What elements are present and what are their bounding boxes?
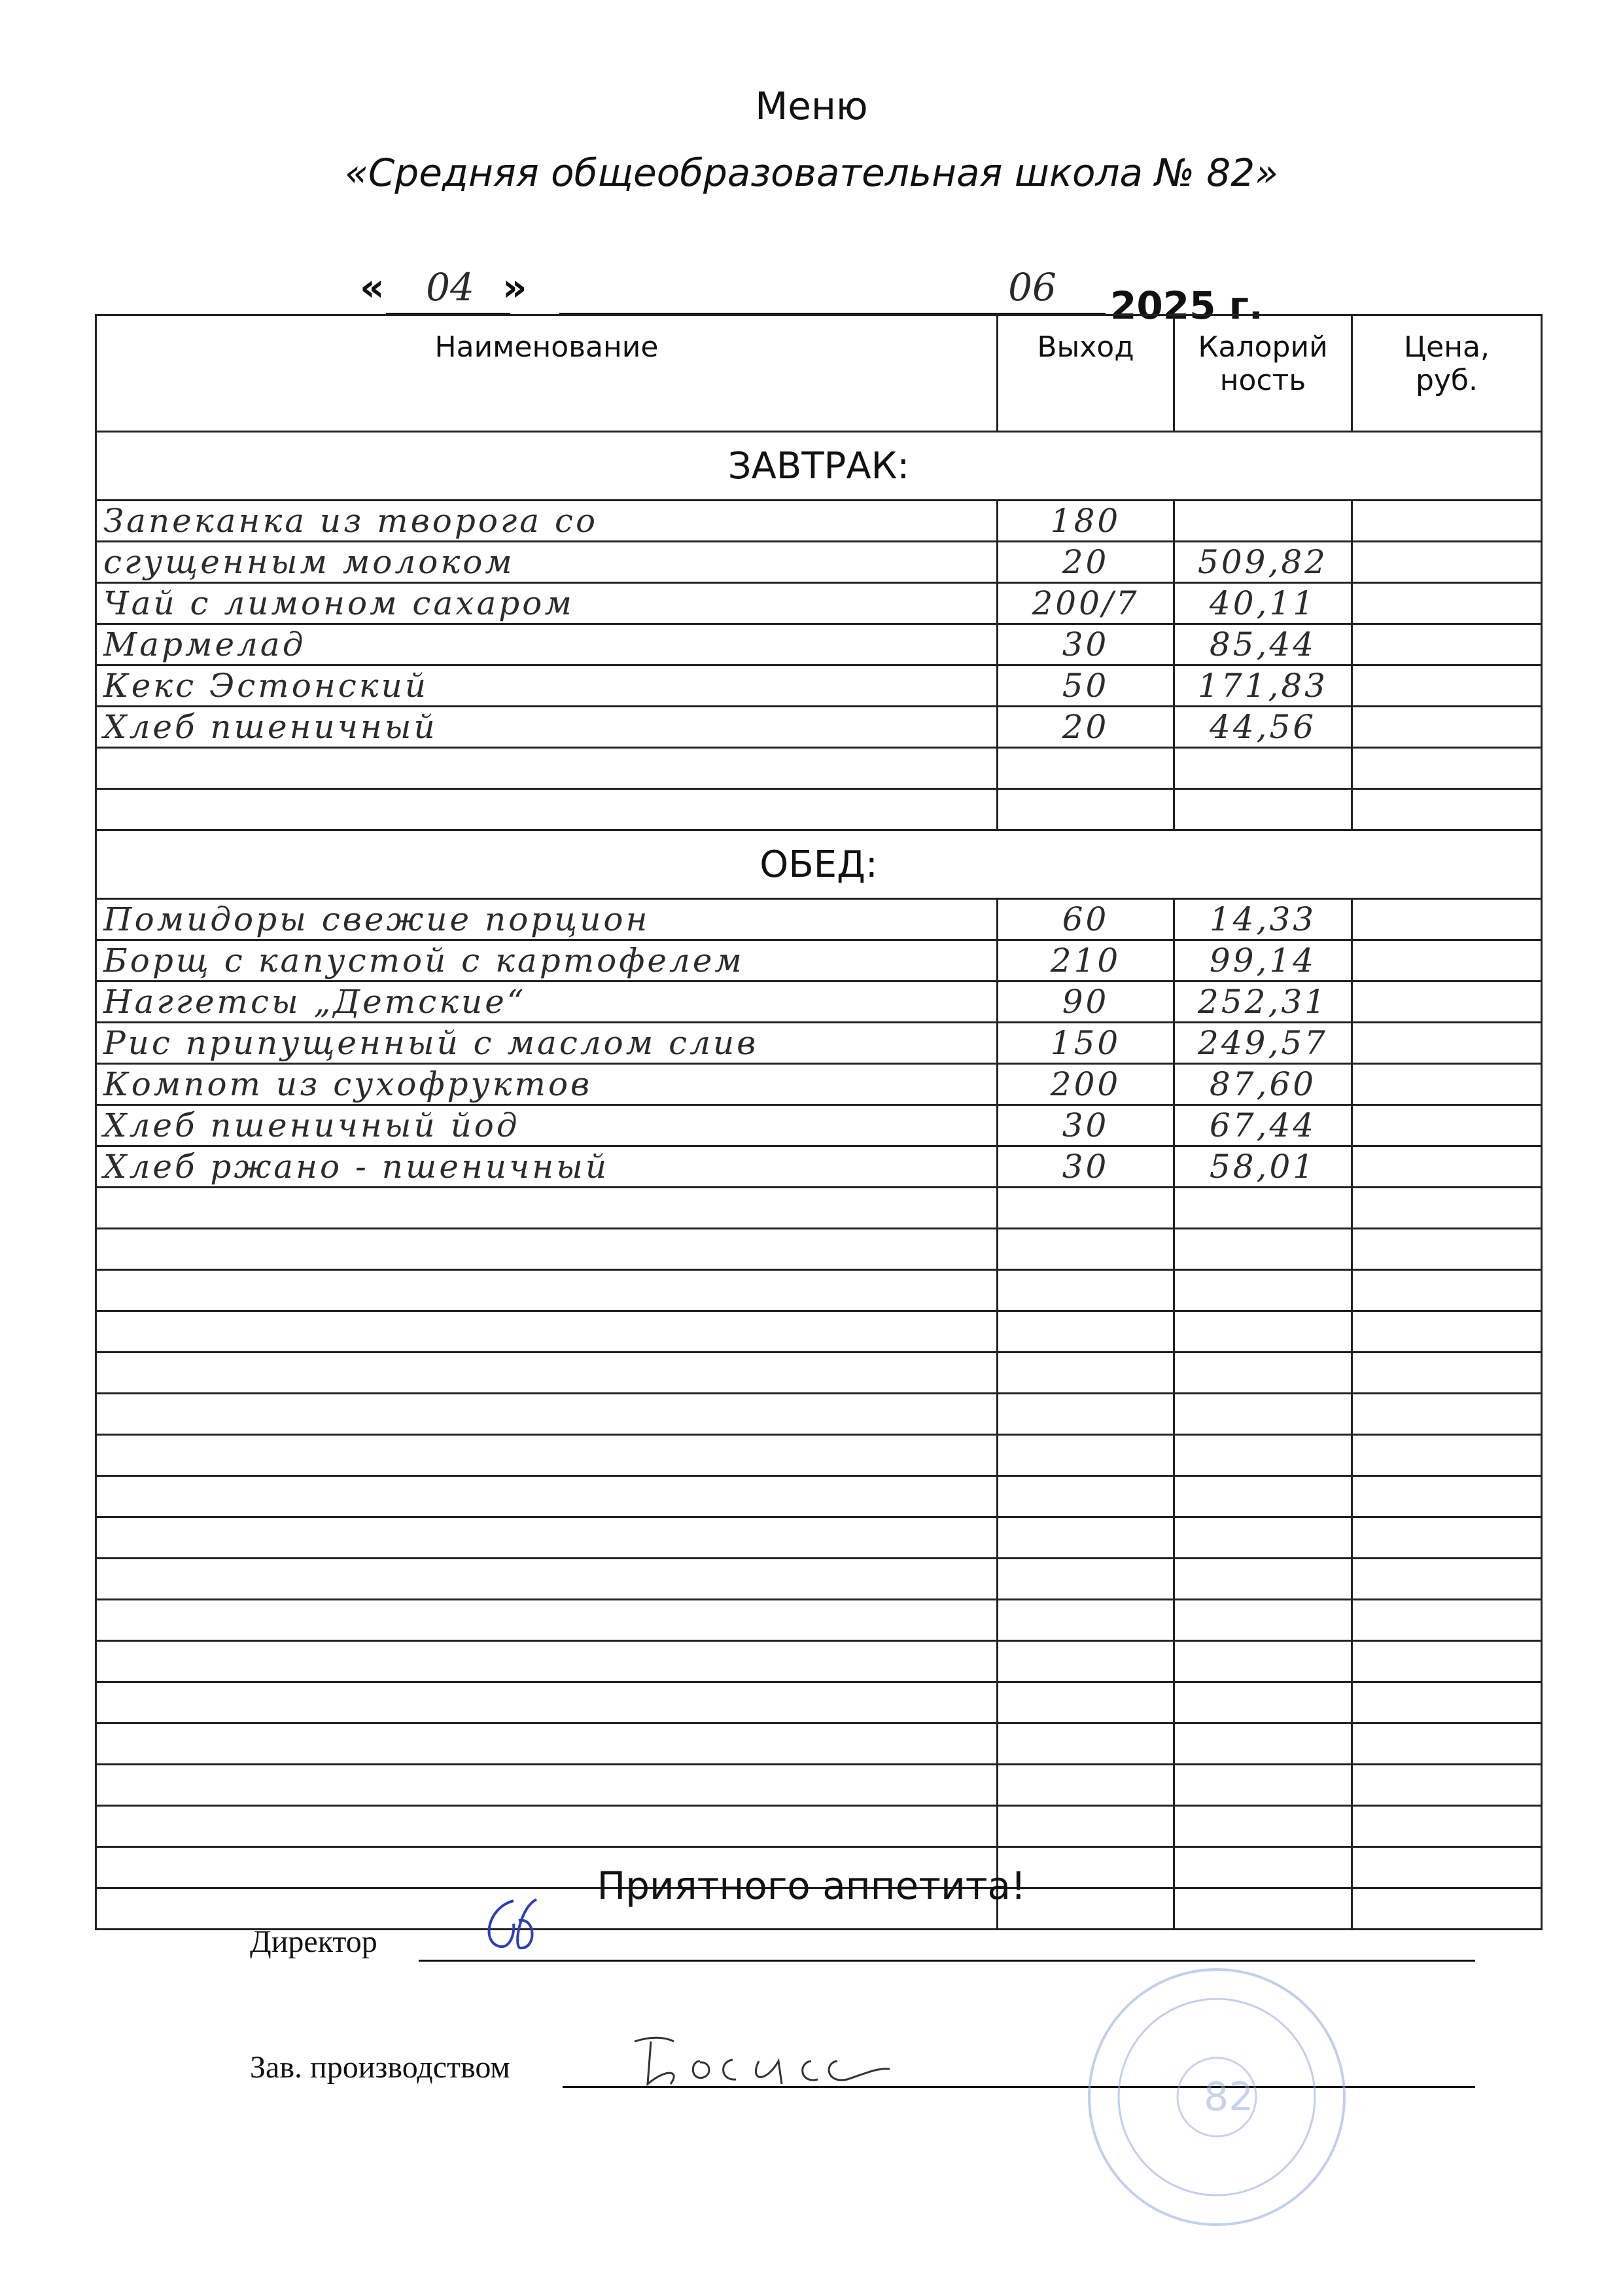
col-header-price: Цена, руб. [1352, 315, 1542, 432]
cell-name [96, 1600, 998, 1641]
table-row [96, 1311, 1542, 1352]
cell-name: Хлеб ржано - пшеничный [96, 1146, 998, 1188]
table-row [96, 1270, 1542, 1311]
director-signature [474, 1894, 546, 1960]
cell-name [96, 1229, 998, 1270]
table-row [96, 1559, 1542, 1600]
table-row [96, 1435, 1542, 1476]
cell-calories [1174, 1270, 1352, 1311]
cell-name [96, 1517, 998, 1559]
cell-price [1352, 789, 1542, 830]
table-row [96, 1476, 1542, 1517]
cell-name: Борщ с капустой с картофелем [96, 940, 998, 981]
cell-calories: 85,44 [1174, 624, 1352, 665]
cell-output: 150 [998, 1023, 1174, 1064]
cell-calories: 44,56 [1174, 707, 1352, 748]
cell-name [96, 1352, 998, 1394]
cell-price [1352, 748, 1542, 789]
cell-price [1352, 1517, 1542, 1559]
cell-output [998, 1476, 1174, 1517]
table-row [96, 665, 1542, 707]
cell-calories: 67,44 [1174, 1105, 1352, 1146]
cell-name [96, 1476, 998, 1517]
cell-price [1352, 1311, 1542, 1352]
cell-name [96, 1188, 998, 1229]
cell-name: Наггетсы „Детские“ [96, 981, 998, 1023]
cell-price [1352, 1270, 1542, 1311]
date-open-quote: « [360, 265, 385, 309]
cell-price [1352, 1146, 1542, 1188]
cell-name [96, 1394, 998, 1435]
cell-price [1352, 542, 1542, 583]
section-title: ЗАВТРАК: [96, 432, 1542, 501]
table-row [96, 1723, 1542, 1765]
cell-name [96, 1765, 998, 1806]
cell-output [998, 1641, 1174, 1682]
cell-output [998, 1765, 1174, 1806]
cell-name [96, 789, 998, 830]
cell-price [1352, 1600, 1542, 1641]
cell-price [1352, 1394, 1542, 1435]
cell-name: Хлеб пшеничный йод [96, 1105, 998, 1146]
cell-price [1352, 1806, 1542, 1847]
date-day: 04 [426, 265, 474, 309]
table-row [96, 1229, 1542, 1270]
cell-calories [1174, 1806, 1352, 1847]
cell-name [96, 1311, 998, 1352]
cell-calories [1174, 1641, 1352, 1682]
cell-price [1352, 1476, 1542, 1517]
cell-output [998, 1559, 1174, 1600]
table-row [96, 1641, 1542, 1682]
col-header-output: Выход [998, 315, 1174, 432]
cell-calories [1174, 1352, 1352, 1394]
cell-calories: 249,57 [1174, 1023, 1352, 1064]
cell-name [96, 1682, 998, 1723]
table-row [96, 1394, 1542, 1435]
cell-name: Мармелад [96, 624, 998, 665]
cell-price [1352, 1352, 1542, 1394]
cell-calories [1174, 1435, 1352, 1476]
cell-price [1352, 1641, 1542, 1682]
cell-price [1352, 583, 1542, 624]
cell-output: 30 [998, 1105, 1174, 1146]
table-row [96, 1023, 1542, 1064]
cell-output: 90 [998, 981, 1174, 1023]
cell-calories: 87,60 [1174, 1064, 1352, 1105]
cell-calories [1174, 1517, 1352, 1559]
cell-calories: 58,01 [1174, 1146, 1352, 1188]
table-row [96, 1600, 1542, 1641]
col-header-name: Наименование [96, 315, 998, 432]
section-row [96, 830, 1542, 899]
cell-calories [1174, 1723, 1352, 1765]
cell-price [1352, 1682, 1542, 1723]
cell-name [96, 1723, 998, 1765]
cell-price [1352, 981, 1542, 1023]
cell-name: Запеканка из творога со [96, 501, 998, 542]
cell-price [1352, 899, 1542, 940]
cell-calories [1174, 1765, 1352, 1806]
cell-name [96, 1641, 998, 1682]
table-row [96, 1806, 1542, 1847]
date-month: 06 [1008, 265, 1056, 309]
cell-name: Кекс Эстонский [96, 665, 998, 707]
cell-output: 20 [998, 542, 1174, 583]
table-row [96, 1352, 1542, 1394]
cell-price [1352, 940, 1542, 981]
cell-calories [1174, 1559, 1352, 1600]
production-label: Зав. производством [250, 2050, 510, 2085]
footer-wish: Приятного аппетита! [597, 1863, 1026, 1908]
table-header-row [96, 315, 1542, 432]
table-row [96, 1105, 1542, 1146]
cell-price [1352, 1023, 1542, 1064]
cell-calories [1174, 501, 1352, 542]
cell-output: 20 [998, 707, 1174, 748]
cell-price [1352, 1105, 1542, 1146]
cell-output [998, 1311, 1174, 1352]
cell-output: 50 [998, 665, 1174, 707]
page-title: Меню [755, 84, 868, 128]
cell-price [1352, 1064, 1542, 1105]
cell-output: 60 [998, 899, 1174, 940]
cell-name [96, 1559, 998, 1600]
cell-price [1352, 665, 1542, 707]
table-row [96, 542, 1542, 583]
cell-name [96, 1435, 998, 1476]
cell-name: Чай с лимоном сахаром [96, 583, 998, 624]
cell-price [1352, 1723, 1542, 1765]
cell-calories: 99,14 [1174, 940, 1352, 981]
cell-output [998, 1435, 1174, 1476]
table-row [96, 1188, 1542, 1229]
cell-calories: 14,33 [1174, 899, 1352, 940]
cell-price [1352, 1435, 1542, 1476]
section-title: ОБЕД: [96, 830, 1542, 899]
cell-name [96, 748, 998, 789]
cell-price [1352, 707, 1542, 748]
menu-table [95, 314, 1543, 1930]
svg-text:82: 82 [1204, 2074, 1254, 2120]
cell-calories: 252,31 [1174, 981, 1352, 1023]
section-row [96, 432, 1542, 501]
cell-output: 30 [998, 1146, 1174, 1188]
cell-output [998, 1723, 1174, 1765]
cell-output [998, 1806, 1174, 1847]
table-row [96, 624, 1542, 665]
cell-output: 210 [998, 940, 1174, 981]
table-row [96, 583, 1542, 624]
cell-name: сгущенным молоком [96, 542, 998, 583]
cell-output [998, 1600, 1174, 1641]
cell-calories [1174, 748, 1352, 789]
table-row [96, 748, 1542, 789]
cell-output [998, 748, 1174, 789]
cell-name: Рис припущенный с маслом слив [96, 1023, 998, 1064]
cell-output [998, 1352, 1174, 1394]
col-header-calories: Калорий ность [1174, 315, 1352, 432]
cell-output [998, 1188, 1174, 1229]
cell-calories [1174, 1188, 1352, 1229]
cell-price [1352, 1765, 1542, 1806]
cell-name: Компот из сухофруктов [96, 1064, 998, 1105]
school-name: «Средняя общеобразовательная школа № 82» [345, 150, 1278, 195]
cell-calories [1174, 1682, 1352, 1723]
table-row [96, 1517, 1542, 1559]
cell-output [998, 789, 1174, 830]
school-stamp [1079, 1960, 1354, 2234]
cell-calories [1174, 1229, 1352, 1270]
cell-price [1352, 1188, 1542, 1229]
table-row [96, 1765, 1542, 1806]
cell-name [96, 1806, 998, 1847]
cell-price [1352, 624, 1542, 665]
cell-output: 30 [998, 624, 1174, 665]
cell-name: Хлеб пшеничный [96, 707, 998, 748]
cell-output [998, 1682, 1174, 1723]
cell-calories: 171,83 [1174, 665, 1352, 707]
cell-output [998, 1517, 1174, 1559]
date-year: 2025 г. [1110, 283, 1263, 328]
cell-calories: 40,11 [1174, 583, 1352, 624]
cell-name: Помидоры свежие порцион [96, 899, 998, 940]
table-row [96, 1146, 1542, 1188]
cell-calories [1174, 1600, 1352, 1641]
table-row [96, 899, 1542, 940]
table-row [96, 501, 1542, 542]
cell-output: 200/7 [998, 583, 1174, 624]
table-row [96, 940, 1542, 981]
production-signature [628, 2022, 903, 2094]
cell-price [1352, 1559, 1542, 1600]
cell-output [998, 1270, 1174, 1311]
cell-calories [1174, 1311, 1352, 1352]
cell-calories [1174, 789, 1352, 830]
cell-output: 180 [998, 501, 1174, 542]
table-row [96, 789, 1542, 830]
director-label: Директор [250, 1924, 377, 1959]
cell-calories: 509,82 [1174, 542, 1352, 583]
cell-output [998, 1394, 1174, 1435]
cell-calories [1174, 1394, 1352, 1435]
cell-name [96, 1270, 998, 1311]
cell-output [998, 1229, 1174, 1270]
table-row [96, 707, 1542, 748]
cell-output: 200 [998, 1064, 1174, 1105]
table-row [96, 1682, 1542, 1723]
table-row [96, 1064, 1542, 1105]
table-row [96, 981, 1542, 1023]
cell-calories [1174, 1476, 1352, 1517]
date-close-quote: » [502, 265, 527, 309]
cell-price [1352, 1229, 1542, 1270]
cell-price [1352, 501, 1542, 542]
